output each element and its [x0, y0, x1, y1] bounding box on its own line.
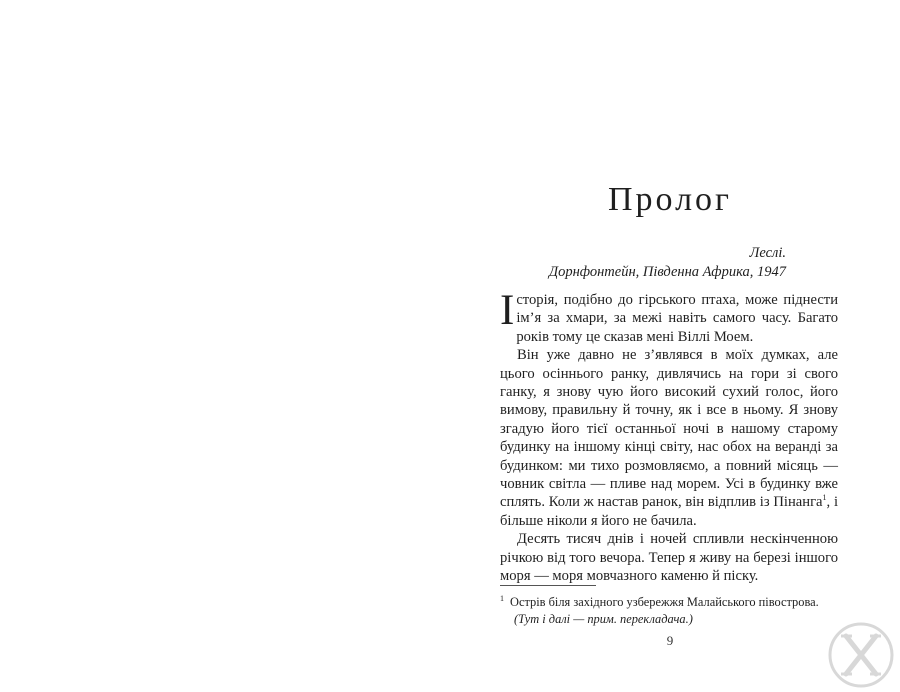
paragraph-2	[500, 346, 838, 530]
page-number: 9	[666, 633, 674, 648]
footnote	[500, 590, 838, 628]
right-page	[490, 0, 850, 692]
footnote-rule	[500, 585, 596, 586]
paragraph-1	[500, 287, 838, 346]
paragraph-2-text: Він уже давно не з’являвся в моїх думках, але цього осіннього ранку, дивлячись на гори зі свого ганку, я знову чую його високий сухий голос, його вимову, правильну й точну, як і все в ньому. Я знову згадую його тієї останньої ночі в нашому старому будинку на іншому кінці світу, нас обох на веранді за будинком: ми тихо розмовляємо, а повний місяць — човник світла — пливе над морем. Усі в будинку вже сплять. Коли ж настав ранок, він відплив із Пінанга	[500, 347, 838, 511]
epigraph	[490, 244, 786, 282]
paragraph-1-text: сторія, подібно до гірського птаха, може піднести ім’я за хмари, за межі навіть самого часу. Багато років тому це сказав мені Віллі Моем.	[516, 292, 838, 345]
footnote-text: Острів біля західного узбережжя Малайського півострова.	[510, 595, 819, 610]
chapter-title: Пролог	[607, 181, 733, 218]
footnote-mark: 1	[500, 594, 504, 603]
epigraph-place-date: Дорнфонтейн, Південна Африка, 1947	[548, 264, 786, 280]
paragraph-2-text-end: , і більше ніколи я його не бачила.	[500, 494, 838, 529]
x-watermark-icon	[826, 620, 896, 690]
footnote-reference[interactable]: 1	[822, 493, 827, 503]
body-text	[500, 287, 838, 586]
paragraph-3: Десять тисяч днів і ночей спливли нескінченною річкою від того вечора. Тепер я живу на березі іншого моря — моря мовчазного каменю й піску.	[500, 531, 838, 585]
drop-cap: І	[500, 287, 515, 334]
epigraph-dedication: Леслі.	[749, 245, 786, 261]
footnote-translator-note: (Тут і далі — прим. перекладача.)	[514, 612, 693, 627]
